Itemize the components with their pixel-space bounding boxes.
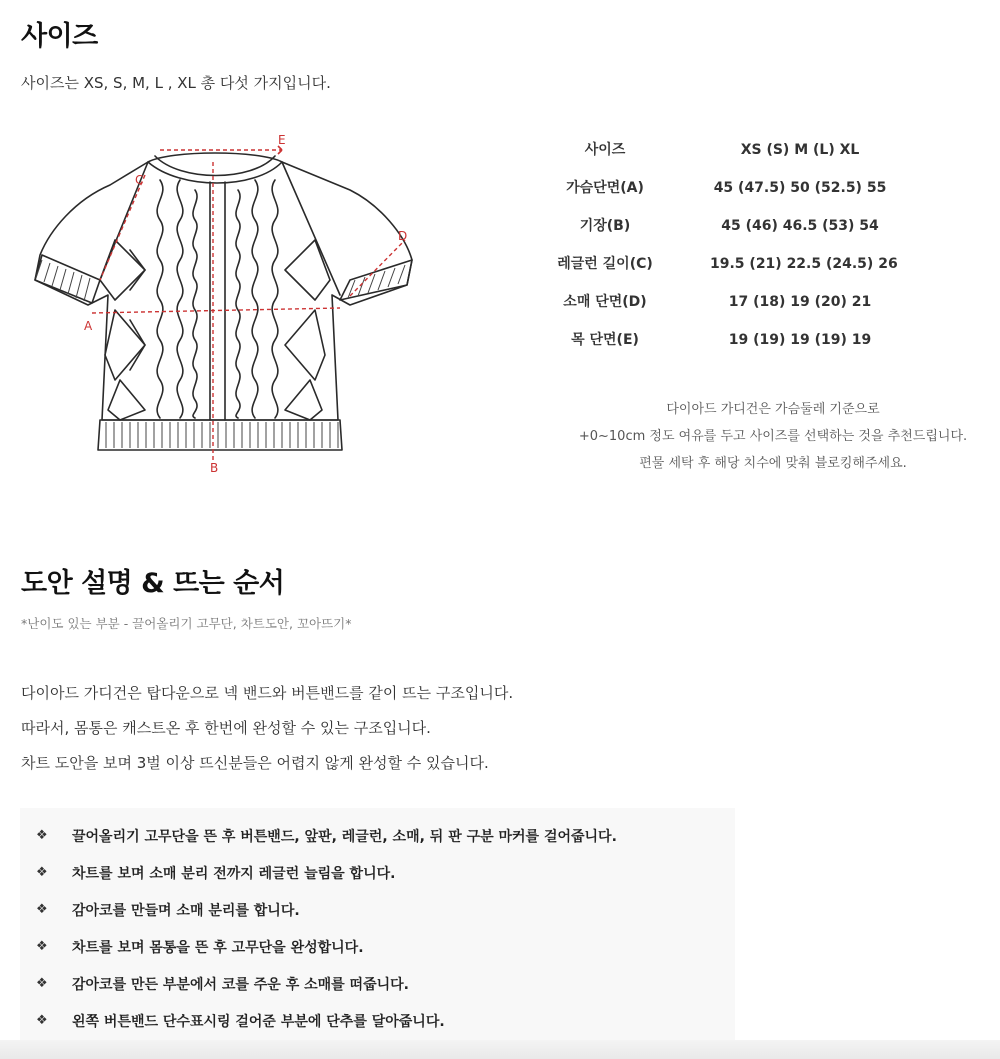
diamond-bullet-icon: ❖ — [36, 865, 48, 880]
cardigan-sketch-image — [20, 120, 440, 480]
size-table-row — [540, 207, 930, 245]
step-item — [20, 1007, 735, 1037]
size-table-row — [540, 245, 930, 283]
size-row-value: 45 (46) 46.5 (53) 54 — [721, 218, 879, 234]
size-table-row — [540, 169, 930, 207]
diamond-bullet-icon: ❖ — [36, 939, 48, 954]
difficulty-hint: *난이도 있는 부분 - 끌어올리기 고무단, 차트도안, 꼬아뜨기* — [21, 616, 352, 631]
size-row-label: 가슴단면(A) — [566, 180, 644, 196]
size-section-desc: 사이즈는 XS, S, M, L , XL 총 다섯 가지입니다. — [21, 74, 331, 92]
pattern-paragraph: 다이아드 가디건은 탑다운으로 넥 밴드와 버튼밴드를 같이 뜨는 구조입니다. — [21, 684, 514, 702]
size-row-label: 소매 단면(D) — [563, 294, 647, 310]
steps-box — [20, 808, 735, 1040]
size-row-value: 17 (18) 19 (20) 21 — [728, 294, 872, 310]
size-note-line: 다이아드 가디건은 가슴둘레 기준으로 — [666, 402, 880, 417]
size-note-line: 편물 세탁 후 해당 치수에 맞춰 블로킹해주세요. — [639, 456, 907, 471]
diagram-label-b: B — [210, 461, 219, 475]
diamond-bullet-icon: ❖ — [36, 828, 48, 843]
size-row-value: 19 (19) 19 (19) 19 — [728, 332, 872, 348]
diamond-bullet-icon: ❖ — [36, 902, 48, 917]
diagram-label-c: C — [135, 173, 144, 187]
pattern-paragraph: 따라서, 몸통은 캐스트온 후 한번에 완성할 수 있는 구조입니다. — [21, 719, 431, 737]
size-row-value: XS (S) M (L) XL — [740, 142, 860, 158]
pattern-section-title: 도안 설명 & 뜨는 순서 — [21, 568, 285, 599]
step-text: 끌어올리기 고무단을 뜬 후 버튼밴드, 앞판, 레글런, 소매, 뒤 판 구분 마커를 걸어줍니다. — [72, 829, 617, 845]
size-section-title: 사이즈 — [21, 21, 98, 52]
size-note-line: +0~10cm 정도 여유를 두고 사이즈를 선택하는 것을 추천드립니다. — [578, 429, 968, 444]
size-table-row — [540, 131, 930, 169]
pattern-paragraph: 차트 도안을 보며 3벌 이상 뜨신분들은 어렵지 않게 완성할 수 있습니다. — [21, 754, 489, 772]
size-table-row — [540, 321, 930, 359]
bottom-fade — [0, 1040, 1000, 1059]
diamond-bullet-icon: ❖ — [36, 976, 48, 991]
step-text: 왼쪽 버튼밴드 단수표시링 걸어준 부분에 단추를 달아줍니다. — [72, 1014, 445, 1030]
size-row-label: 사이즈 — [584, 142, 626, 158]
diamond-bullet-icon: ❖ — [36, 1013, 48, 1028]
diagram-label-d: D — [398, 229, 408, 243]
size-row-label: 레글런 길이(C) — [557, 256, 653, 272]
diagram-label-e: E — [278, 133, 286, 147]
size-table-row — [540, 283, 930, 321]
step-item — [20, 859, 735, 889]
step-item — [20, 822, 735, 852]
step-item — [20, 970, 735, 1000]
size-row-label: 기장(B) — [579, 218, 631, 234]
step-item — [20, 896, 735, 926]
step-item — [20, 933, 735, 963]
size-row-value: 19.5 (21) 22.5 (24.5) 26 — [710, 256, 898, 272]
size-row-label: 목 단면(E) — [571, 332, 639, 348]
diagram-label-a: A — [84, 319, 93, 333]
step-text: 차트를 보며 몸통을 뜬 후 고무단을 완성합니다. — [72, 940, 364, 956]
step-text: 차트를 보며 소매 분리 전까지 레글런 늘림을 합니다. — [72, 866, 396, 882]
size-row-value: 45 (47.5) 50 (52.5) 55 — [713, 180, 887, 196]
step-text: 감아코를 만든 부분에서 코를 주운 후 소매를 떠줍니다. — [72, 977, 409, 993]
step-text: 감아코를 만들며 소매 분리를 합니다. — [72, 903, 300, 919]
